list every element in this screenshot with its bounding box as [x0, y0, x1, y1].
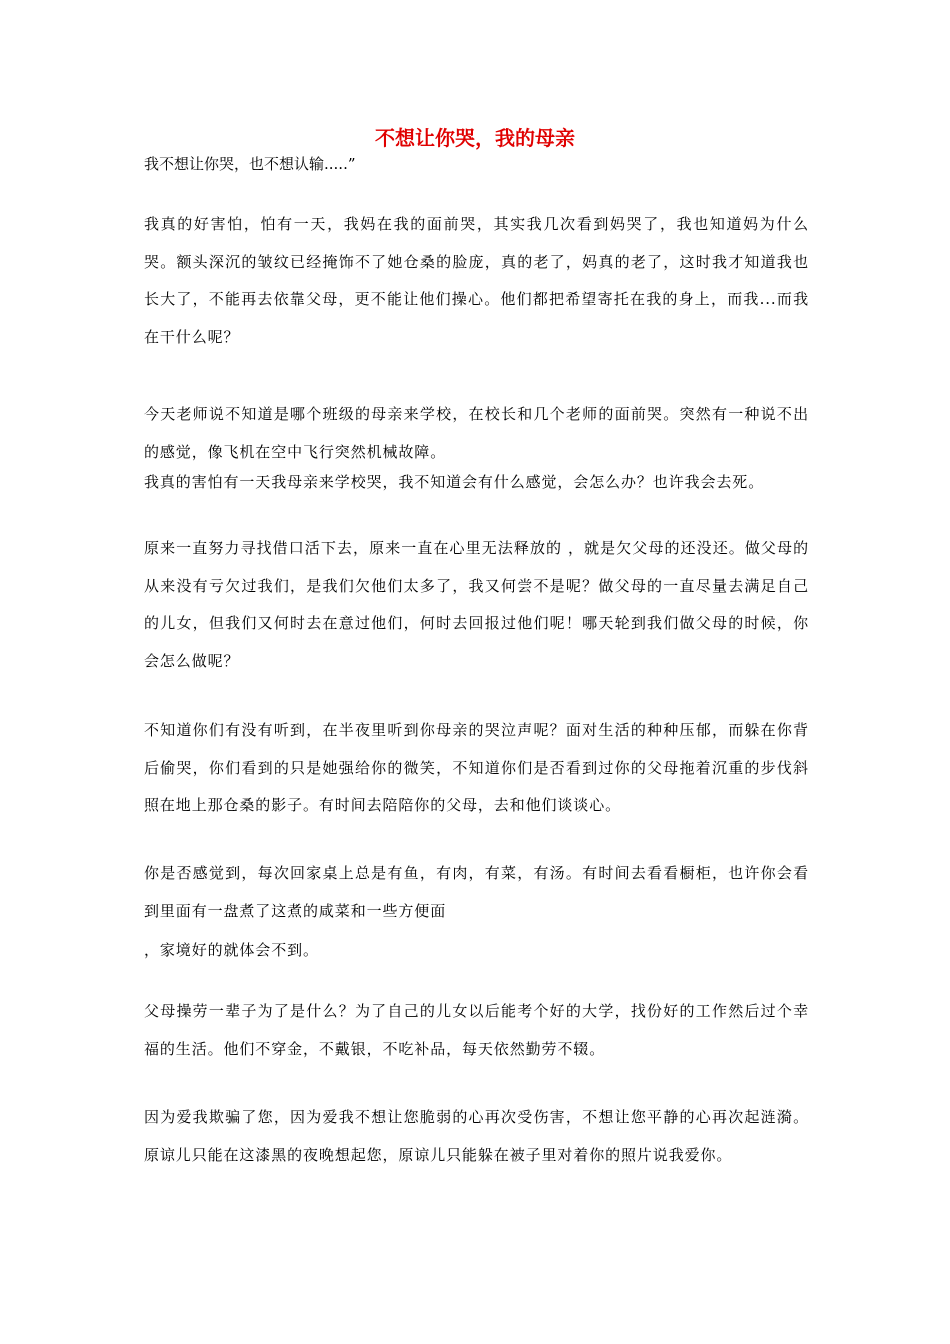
paragraph-7: ，家境好的就体会不到。 [144, 941, 319, 959]
paragraph-5: 不知道你们有没有听到，在半夜里听到你母亲的哭泣声呢？面对生活的种种压郁，而躲在你背后偷哭，你们看到的只是她强给你的微笑，不知道你们是否看到过你的父母拖着沉重的步伐斜照在地上那仓桑的影子。有时间去陪陪你的父母，去和他们谈谈心。 [144, 721, 809, 814]
document-title: 不想让你哭，我的母亲 [375, 126, 575, 150]
paragraph-2: 今天老师说不知道是哪个班级的母亲来学校，在校长和几个老师的面前哭。突然有一种说不出的感觉，像飞机在空中飞行突然机械故障。 [144, 405, 809, 461]
document-subtitle: 我不想让你哭，也不想认输.....” [144, 155, 356, 173]
paragraph-6: 你是否感觉到，每次回家桌上总是有鱼，有肉，有菜，有汤。有时间去看看橱柜，也许你会看到里面有一盘煮了这煮的咸菜和一些方便面 [144, 864, 809, 920]
paragraph-9: 因为爱我欺骗了您，因为爱我不想让您脆弱的心再次受伤害，不想让您平静的心再次起涟漪。原谅儿只能在这漆黑的夜晚想起您，原谅儿只能躲在被子里对着你的照片说我爱你。 [144, 1108, 809, 1164]
paragraph-4: 原来一直努力寻找借口活下去，原来一直在心里无法释放的 ，就是欠父母的还没还。做父母的从来没有亏欠过我们，是我们欠他们太多了，我又何尝不是呢？做父母的一直尽量去满足自己的儿女，但我们又何时去在意过他们，何时去回报过他们呢！哪天轮到我们做父母的时候，你会怎么做呢？ [144, 539, 809, 670]
paragraph-8: 父母操劳一辈子为了是什么？为了自己的儿女以后能考个好的大学，找份好的工作然后过个幸福的生活。他们不穿金，不戴银，不吃补品，每天依然勤劳不辍。 [144, 1002, 809, 1058]
paragraph-3: 我真的害怕有一天我母亲来学校哭，我不知道会有什么感觉，会怎么办？也许我会去死。 [144, 473, 765, 491]
paragraph-1: 我真的好害怕，怕有一天，我妈在我的面前哭，其实我几次看到妈哭了，我也知道妈为什么哭。额头深沉的皱纹已经掩饰不了她仓桑的脸庞，真的老了，妈真的老了，这时我才知道我也长大了，不能再去依靠父母，更不能让他们操心。他们都把希望寄托在我的身上，而我...而我在干什么呢？ [144, 215, 809, 346]
